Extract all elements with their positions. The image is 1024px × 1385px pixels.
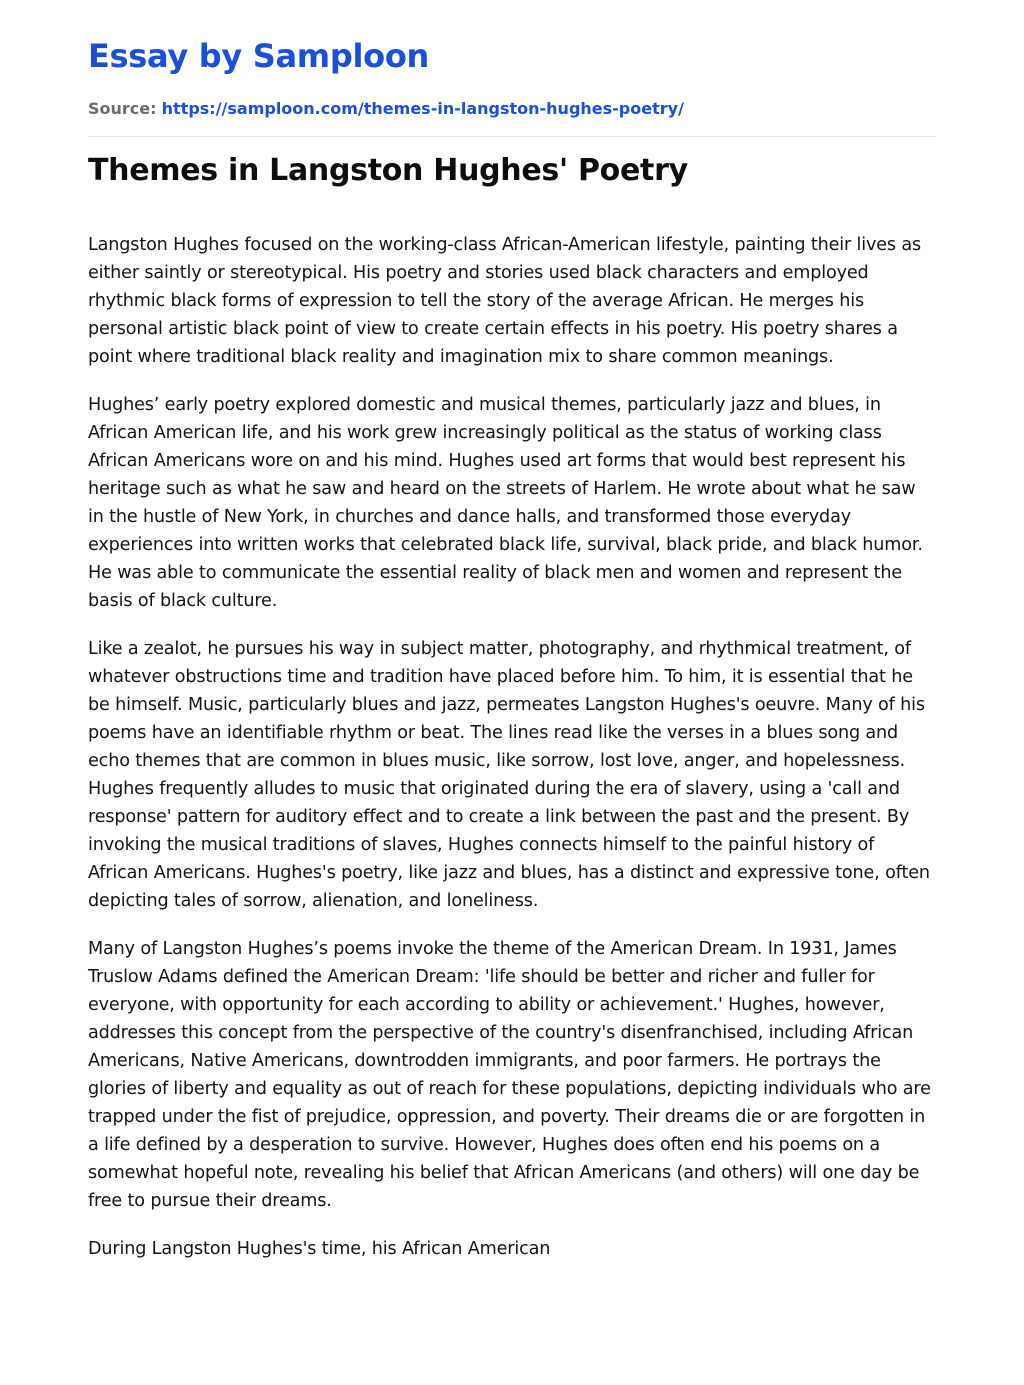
- essay-paragraph: Many of Langston Hughes’s poems invoke the theme of the American Dream. In 1931, James Truslow Adams defined the American Dream: 'life should be better and richer and fuller for everyone, with opportunity for each according to ability or achievement.' Hughes, however, addresses this concept from the perspective of the country's disenfranchised, including African Americans, Native Americans, downtrodden immigrants, and poor farmers. He portrays the glories of liberty and equality as out of reach for these populations, depicting individuals who are trapped under the fist of prejudice, oppression, and poverty. Their dreams die or are forgotten in a life defined by a desperation to survive. However, Hughes does often end his poems on a somewhat hopeful note, revealing his belief that African Americans (and others) will one day be free to pursue their dreams.: [88, 939, 931, 1211]
- page-title: Themes in Langston Hughes' Poetry: [88, 153, 688, 188]
- essay-paragraph: Langston Hughes focused on the working-class African-American lifestyle, painting their lives as either saintly or stereotypical. His poetry and stories used black characters and employed rhythmic black forms of expression to tell the story of the average African. He merges his personal artistic black point of view to create certain effects in his poetry. His poetry shares a point where traditional black reality and imagination mix to share common meanings.: [88, 235, 922, 367]
- source-line: [88, 98, 936, 120]
- source-label: Source:: [88, 99, 157, 118]
- source-link[interactable]: https://samploon.com/themes-in-langston-hughes-poetry/: [161, 99, 684, 118]
- essay-paragraph: Like a zealot, he pursues his way in subject matter, photography, and rhythmical treatment, of whatever obstructions time and tradition have placed before him. To him, it is essential that he be himself. Music, particularly blues and jazz, permeates Langston Hughes's oeuvre. Many of his poems have an identifiable rhythm or beat. The lines read like the verses in a blues song and echo themes that are common in blues music, like sorrow, lost love, anger, and hopelessness. Hughes frequently alludes to music that originated during the era of slavery, using a 'call and response' pattern for auditory effect and to create a link between the past and the present. By invoking the musical traditions of slaves, Hughes connects himself to the painful history of African Americans. Hughes's poetry, like jazz and blues, has a distinct and expressive tone, often depicting tales of sorrow, alienation, and loneliness.: [88, 639, 930, 911]
- essay-paragraph: During Langston Hughes's time, his African American: [88, 1239, 551, 1259]
- header-divider: [88, 136, 936, 137]
- essay-page: [88, 0, 936, 1283]
- essay-body: [88, 231, 936, 1263]
- brand-title: Essay by Samploon: [88, 37, 429, 75]
- essay-paragraph: Hughes’ early poetry explored domestic and musical themes, particularly jazz and blues, in African American life, and his work grew increasingly political as the status of working class African Americans wore on and his mind. Hughes used art forms that would best represent his heritage such as what he saw and heard on the streets of Harlem. He wrote about what he saw in the hustle of New York, in churches and dance halls, and transformed those everyday experiences into written works that celebrated black life, survival, black pride, and black humor. He was able to communicate the essential reality of black men and women and represent the basis of black culture.: [88, 395, 923, 611]
